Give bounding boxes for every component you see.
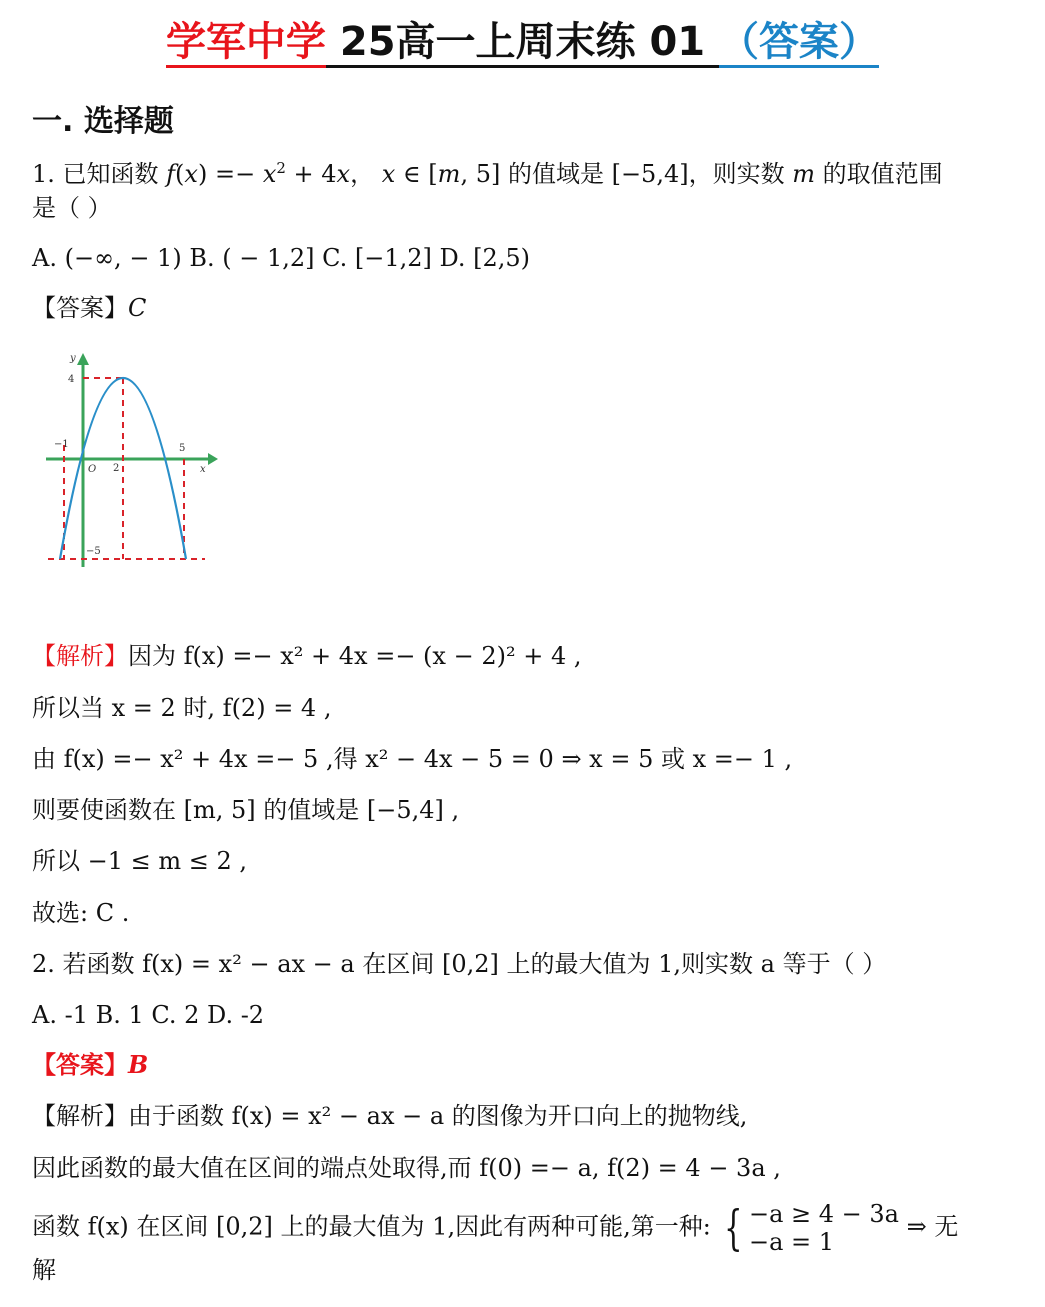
q1-answer-label: 【答案】 (32, 294, 128, 322)
q2-analysis-2: 因此函数的最大值在区间的端点处取得,而 f(0) =− a, f(2) = 4 − 3a , (32, 1154, 781, 1182)
q1-analysis-1: 【解析】因为 f(x) =− x² + 4x =− (x − 2)² + 4 , (32, 642, 582, 670)
case-2: −a = 1 (748, 1228, 835, 1256)
label-x: x (200, 464, 206, 475)
q2-analysis-3: 函数 f(x) 在区间 [0,2] 上的最大值为 1,因此有两种可能,第一种: { −a ≥ 4 − 3a −a = 1 ⇒ 无 (32, 1200, 959, 1256)
q1-answer (32, 292, 146, 324)
tick-5: 5 (179, 443, 186, 454)
x-axis-arrow (208, 453, 218, 465)
tick-neg5: −5 (86, 546, 101, 557)
q1-stem-line2: 是（ ） (32, 194, 112, 222)
title-tag: （答案） (719, 19, 879, 68)
q2-answer (32, 1049, 148, 1081)
q1-analysis-4: 则要使函数在 [m, 5] 的值域是 [−5,4] , (32, 796, 460, 824)
q2-answer-value: B (128, 1050, 149, 1079)
tick-2: 2 (113, 463, 120, 474)
q2-options: A. -1 B. 1 C. 2 D. -2 (32, 1001, 265, 1029)
q2-analysis-4: 解 (32, 1256, 56, 1284)
tick-neg1: −1 (54, 439, 69, 450)
q1-analysis-5: 所以 −1 ≤ m ≤ 2 , (32, 847, 248, 875)
q1-analysis-6: 故选: C . (32, 899, 130, 927)
q2-stem: 2. 若函数 f(x) = x² − ax − a 在区间 [0,2] 上的最大值为 1,则实数 a 等于（ ） (32, 950, 887, 978)
q1-analysis-2: 所以当 x = 2 时, f(2) = 4 , (32, 694, 332, 722)
q2-analysis-label: 【解析】 (32, 1102, 128, 1130)
tick-4: 4 (68, 374, 75, 385)
q1-stem-line1: 1. 已知函数 $f(x) =- x^2 + 4x$， x ∈ [m, 5] 的值域是 [−5,4]，则实数 m 的取值范围 (32, 159, 943, 188)
cases-brace: { −a ≥ 4 − 3a −a = 1 (724, 1200, 899, 1256)
label-origin: O (88, 464, 97, 475)
q1-options: A. (−∞, − 1) B. ( − 1,2] C. [−1,2] D. [2,5) (32, 244, 531, 272)
document-title (0, 14, 1045, 70)
q2-answer-label: 【答案】 (32, 1050, 128, 1079)
parabola-graph (40, 345, 220, 575)
section-heading: 一. 选择题 (32, 104, 174, 139)
q2-analysis-1: 【解析】由于函数 f(x) = x² − ax − a 的图像为开口向上的抛物线, (32, 1102, 748, 1130)
case-1: −a ≥ 4 − 3a (748, 1200, 899, 1228)
q1-answer-value: C (128, 294, 147, 322)
label-y: y (70, 353, 76, 364)
y-axis-arrow (77, 353, 89, 365)
title-main: 25高一上周末练 01 (326, 19, 719, 68)
title-school: 学军中学 (166, 19, 326, 68)
q1-analysis-label: 【解析】 (32, 642, 128, 670)
q1-analysis-3: 由 f(x) =− x² + 4x =− 5 ,得 x² − 4x − 5 = 0 ⇒ x = 5 或 x =− 1 , (32, 745, 793, 773)
